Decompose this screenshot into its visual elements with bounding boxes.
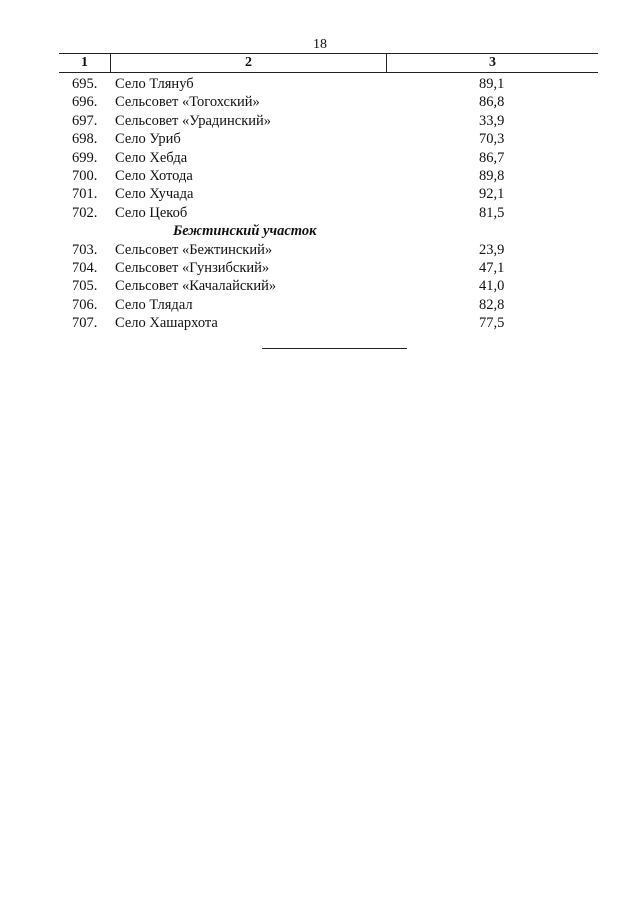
table-row <box>59 130 598 148</box>
column-header-value: 3 <box>489 55 496 70</box>
column-header-number: 1 <box>59 54 111 72</box>
row-value: 70,3 <box>479 131 505 148</box>
row-name: Село Тлядал <box>115 296 193 313</box>
row-value: 47,1 <box>479 259 505 276</box>
table-header <box>59 53 598 73</box>
table-body <box>59 75 598 332</box>
row-name: Село Уриб <box>115 131 181 148</box>
row-number: 699. <box>72 149 98 166</box>
row-number: 701. <box>72 186 98 203</box>
end-of-table-divider <box>262 348 407 349</box>
row-name: Село Хотода <box>115 167 193 184</box>
table-row <box>59 314 598 332</box>
table-row <box>59 296 598 314</box>
row-value: 92,1 <box>479 186 505 203</box>
row-number: 697. <box>72 112 98 129</box>
data-table <box>59 53 598 332</box>
row-number: 695. <box>72 76 98 92</box>
row-name: Сельсовет «Качалайский» <box>115 278 277 295</box>
row-value: 81,5 <box>479 204 505 221</box>
row-name: Село Хашархота <box>115 315 218 332</box>
row-name: Село Тлянуб <box>115 76 194 92</box>
table-row <box>59 167 598 185</box>
row-name: Сельсовет «Урадинский» <box>115 112 272 129</box>
row-number: 704. <box>72 259 98 276</box>
table-row <box>59 185 598 203</box>
row-number: 703. <box>72 241 98 258</box>
row-number: 698. <box>72 131 98 148</box>
row-value: 89,8 <box>479 167 505 184</box>
table-row <box>59 112 598 130</box>
row-value: 77,5 <box>479 315 505 332</box>
column-header-name: 2 <box>111 54 387 72</box>
row-value: 23,9 <box>479 241 505 258</box>
row-name: Сельсовет «Бежтинский» <box>115 241 273 258</box>
row-name: Село Хучада <box>115 186 194 203</box>
table-row <box>59 241 598 259</box>
page-number: 18 <box>313 37 327 52</box>
row-name: Село Хебда <box>115 149 188 166</box>
row-number: 696. <box>72 94 98 111</box>
row-value: 86,7 <box>479 149 505 166</box>
table-row <box>59 277 598 295</box>
row-name: Сельсовет «Гунзибский» <box>115 259 270 276</box>
table-row <box>59 204 598 222</box>
row-value: 33,9 <box>479 112 505 129</box>
row-value: 82,8 <box>479 296 505 313</box>
row-name: Село Цекоб <box>115 204 188 221</box>
row-number: 706. <box>72 296 98 313</box>
row-value: 41,0 <box>479 278 505 295</box>
row-value: 86,8 <box>479 94 505 111</box>
row-number: 700. <box>72 167 98 184</box>
row-number: 707. <box>72 315 98 332</box>
row-value: 89,1 <box>479 76 505 92</box>
table-row <box>59 93 598 111</box>
row-number: 702. <box>72 204 98 221</box>
row-number: 705. <box>72 278 98 295</box>
section-title: Бежтинский участок <box>173 223 317 240</box>
table-row <box>59 259 598 277</box>
row-name: Сельсовет «Тогохский» <box>115 94 260 111</box>
table-row <box>59 75 598 93</box>
table-row <box>59 149 598 167</box>
